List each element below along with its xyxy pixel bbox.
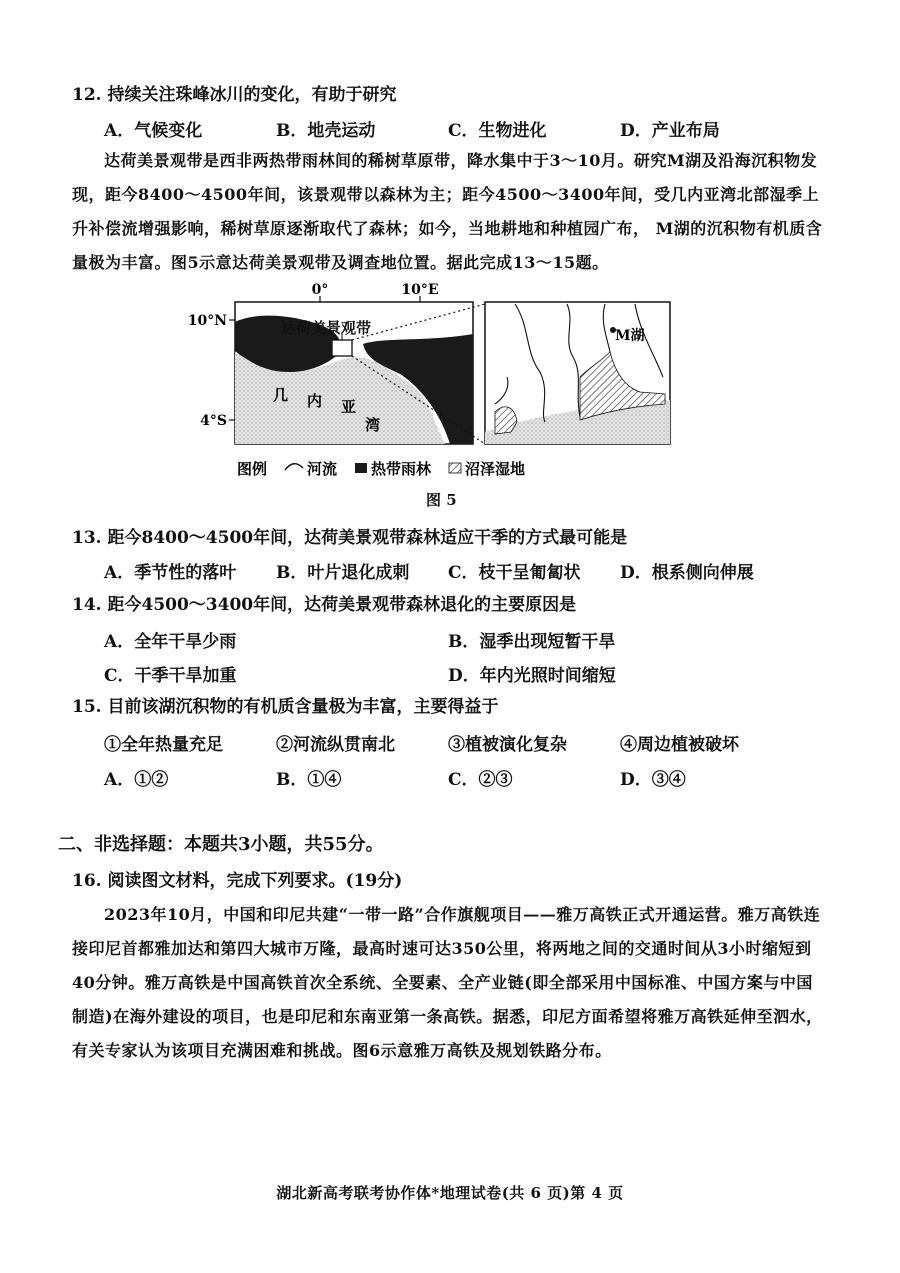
q15-stem: 15. 目前该湖沉积物的有机质含量极为丰富，主要得益于 bbox=[72, 697, 499, 717]
q16-material: 2023年10月，中国和印尼共建“一带一路”合作旗舰项目——雅万高铁正式开通运营。雅万高铁连接印尼首都雅加达和第四大城市万隆，最高时速可达350公里，将两地之间的交通时间从3小时缩短到40分钟。雅万高铁是中国高铁首次全系统、全要素、全产业链(即全部采用中国标准、中国方案与中国制造)在海外建设的项目，也是印尼和东南亚第一条高铁。据悉，印尼方面希望将雅万高铁延伸至泗水，有关专家认为该项目充满困难和挑战。图6示意雅万高铁及规划铁路分布。 bbox=[72, 905, 823, 1060]
lon-label-10e: 10°E bbox=[401, 282, 439, 298]
q12-option-a: A．气候变化 bbox=[104, 121, 203, 141]
legend-swamp-symbol bbox=[449, 463, 461, 473]
q15-item-2: ②河流纵贯南北 bbox=[276, 735, 395, 755]
figure-5-map bbox=[187, 282, 680, 482]
gulf-char-4: 湾 bbox=[365, 416, 381, 434]
q14-option-b: B．湿季出现短暂干旱 bbox=[448, 632, 616, 652]
q13-stem: 13. 距今8400～4500年间，达荷美景观带森林适应干季的方式最可能是 bbox=[72, 528, 628, 548]
q15-item-4: ④周边植被破坏 bbox=[620, 735, 739, 755]
q15-option-d: D．③④ bbox=[620, 770, 686, 790]
q14-option-d: D．年内光照时间缩短 bbox=[448, 666, 616, 686]
material-13-15: 达荷美景观带是西非两热带雨林间的稀树草原带，降水集中于3～10月。研究M湖及沿海沉积物发现，距今8400～4500年间，该景观带以森林为主；距今4500～3400年间，受几内亚湾北部湿季上升补偿流增强影响，稀树草原逐渐取代了森林；如今，当地耕地和种植园广布， M湖的沉积物有机质含量极为丰富。图5示意达荷美景观带及调查地位置。据此完成13～15题。 bbox=[72, 151, 823, 272]
legend-river-label: 河流 bbox=[307, 460, 338, 478]
lat-label-4s: 4°S bbox=[200, 413, 227, 429]
lon-label-0: 0° bbox=[311, 282, 329, 298]
page-footer: 湖北新高考联考协作体*地理试卷(共 6 页)第 4 页 bbox=[276, 1184, 624, 1202]
q14-option-c: C．干季干旱加重 bbox=[104, 666, 237, 686]
section-2-title: 二、非选择题：本题共3小题，共55分。 bbox=[58, 834, 384, 855]
q13-option-b: B．叶片退化成刺 bbox=[276, 563, 410, 583]
legend-river-symbol bbox=[285, 464, 303, 470]
legend-forest-label: 热带雨林 bbox=[371, 460, 432, 478]
q15-option-a: A．①② bbox=[104, 770, 169, 790]
legend-swamp-label: 沼泽湿地 bbox=[465, 460, 526, 478]
q12-option-b: B．地壳运动 bbox=[276, 121, 376, 141]
lat-label-10n: 10°N bbox=[187, 313, 227, 329]
q12-stem: 12. 持续关注珠峰冰川的变化，有助于研究 bbox=[72, 85, 397, 105]
figure-5-caption: 图 5 bbox=[426, 491, 457, 509]
gulf-char-2: 内 bbox=[307, 392, 323, 410]
legend-title: 图例 bbox=[237, 460, 268, 478]
q15-option-b: B．①④ bbox=[276, 770, 342, 790]
dahomey-label: 达荷美景观带 bbox=[281, 319, 372, 337]
figure-5 bbox=[187, 282, 680, 482]
q14-stem: 14. 距今4500～3400年间，达荷美景观带森林退化的主要原因是 bbox=[72, 595, 577, 615]
q15-item-3: ③植被演化复杂 bbox=[448, 735, 567, 755]
legend-forest-symbol bbox=[355, 463, 367, 473]
dahomey-box bbox=[332, 340, 352, 356]
q15-option-c: C．②③ bbox=[448, 770, 513, 790]
q13-option-d: D．根系侧向伸展 bbox=[620, 563, 754, 583]
q13-option-c: C．枝干呈匍匐状 bbox=[448, 563, 581, 583]
q13-option-a: A．季节性的落叶 bbox=[104, 563, 237, 583]
q12-option-d: D．产业布局 bbox=[620, 121, 720, 141]
q15-item-1: ①全年热量充足 bbox=[104, 735, 223, 755]
gulf-char-1: 几 bbox=[273, 386, 289, 404]
q12-option-c: C．生物进化 bbox=[448, 121, 547, 141]
q14-option-a: A．全年干旱少雨 bbox=[104, 632, 237, 652]
m-lake-label: M湖 bbox=[615, 328, 645, 344]
q16-stem: 16. 阅读图文材料，完成下列要求。(19分) bbox=[72, 871, 403, 891]
gulf-char-3: 亚 bbox=[341, 398, 357, 416]
